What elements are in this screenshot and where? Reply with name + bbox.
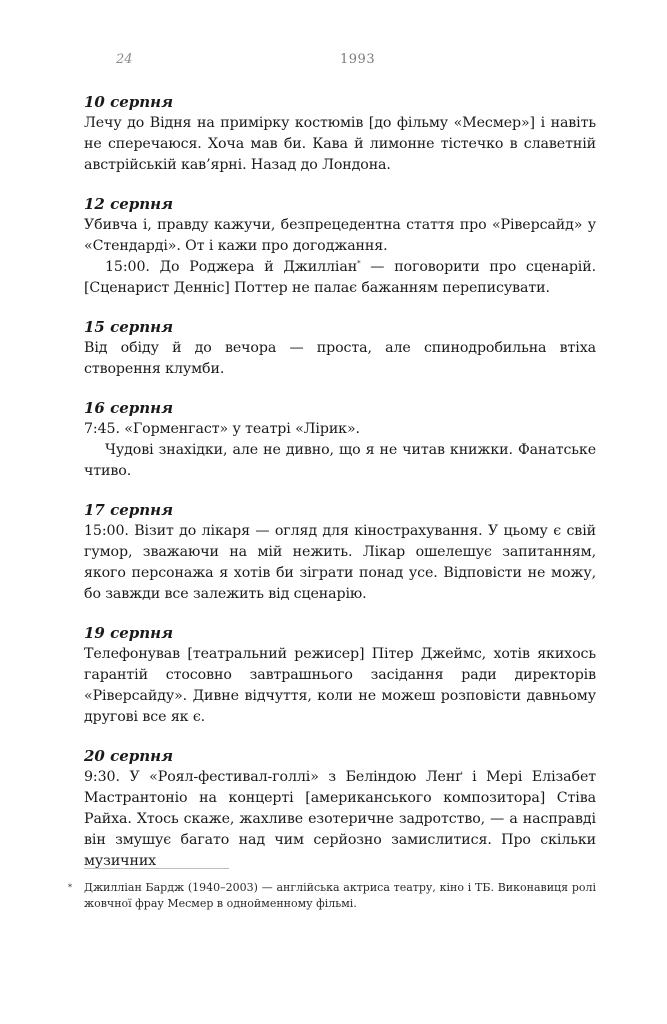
paragraph-text: — поговорити про сценарій. [Сценарист Денніс] Поттер не палає бажанням переписувати.	[84, 259, 597, 296]
footnote-text: Джилліан Бардж (1940–2003) — англійська актриса театру, кіно і ТБ. Виконавиця ролі жовчної фрау Месмер в однойменному фільмі.	[84, 881, 596, 910]
footnote	[68, 880, 596, 912]
diary-entry	[84, 316, 596, 380]
diary-entry	[84, 91, 596, 176]
diary-entry	[84, 397, 596, 482]
diary-entry	[84, 193, 596, 299]
entry-paragraph	[84, 257, 596, 299]
entry-paragraph: Чудові знахідки, але не дивно, що я не читав книжки. Фанатське чтиво.	[84, 442, 596, 479]
diary-entry	[84, 622, 596, 728]
diary-entry	[84, 499, 596, 605]
entry-date: 19 серпня	[84, 624, 174, 642]
footnote-divider	[84, 868, 229, 869]
entry-paragraph: Убивча і, правду кажучи, безпрецедентна стаття про «Ріверсайд» у «Стендарді». От і кажи про догоджання.	[84, 217, 596, 254]
entry-paragraph: Лечу до Відня на примірку костюмів [до фільму «Месмер»] і навіть не сперечаюся. Хоча мав би. Кава й лимонне тістечко в славетній австрійській кав’ярні. Назад до Лондона.	[84, 115, 596, 173]
entry-paragraph: 15:00. Візит до лікаря — огляд для кінострахування. У цьому є свій гумор, зважаючи на мій нежить. Лікар ошелешує запитанням, якого персонажа я хотів би зіграти понад усе. Відповісти не можу, бо завжди все залежить від сценарію.	[84, 523, 596, 602]
entry-date: 10 серпня	[84, 93, 174, 111]
footnote-reference: *	[357, 259, 361, 268]
entry-paragraph: Телефонував [театральний режисер] Пітер Джеймс, хотів якихось гарантій стосовно завтрашнього засідання ради директорів «Ріверсайду». Дивне відчуття, коли не можеш розповісти давньому другові все як є.	[84, 646, 596, 725]
running-header: 1993	[340, 52, 376, 67]
diary-body	[84, 91, 596, 889]
entry-date: 12 серпня	[84, 195, 174, 213]
page-number: 24	[116, 52, 133, 67]
entry-date: 15 серпня	[84, 318, 174, 336]
entry-date: 16 серпня	[84, 399, 174, 417]
entry-paragraph: 9:30. У «Роял-фестивал-голлі» з Беліндою Ленґ і Мері Елізабет Мастрантоніо на концерті [американського композитора] Стіва Райха. Хтось скаже, жахливе езотеричне задротство, — а насправді він змушує багато над чим серйозно замислитися. Про скільки музичних	[84, 769, 596, 869]
entry-date: 20 серпня	[84, 747, 174, 765]
entry-date: 17 серпня	[84, 501, 174, 519]
entry-paragraph: 7:45. «Горменгаст» у театрі «Лірик».	[84, 421, 360, 437]
footnote-mark: *	[68, 883, 72, 892]
entry-paragraph: Від обіду й до вечора — проста, але спинодробильна втіха створення клумби.	[84, 340, 596, 377]
diary-entry	[84, 745, 596, 872]
paragraph-text: 15:00. До Роджера й Джилліан	[105, 259, 358, 275]
